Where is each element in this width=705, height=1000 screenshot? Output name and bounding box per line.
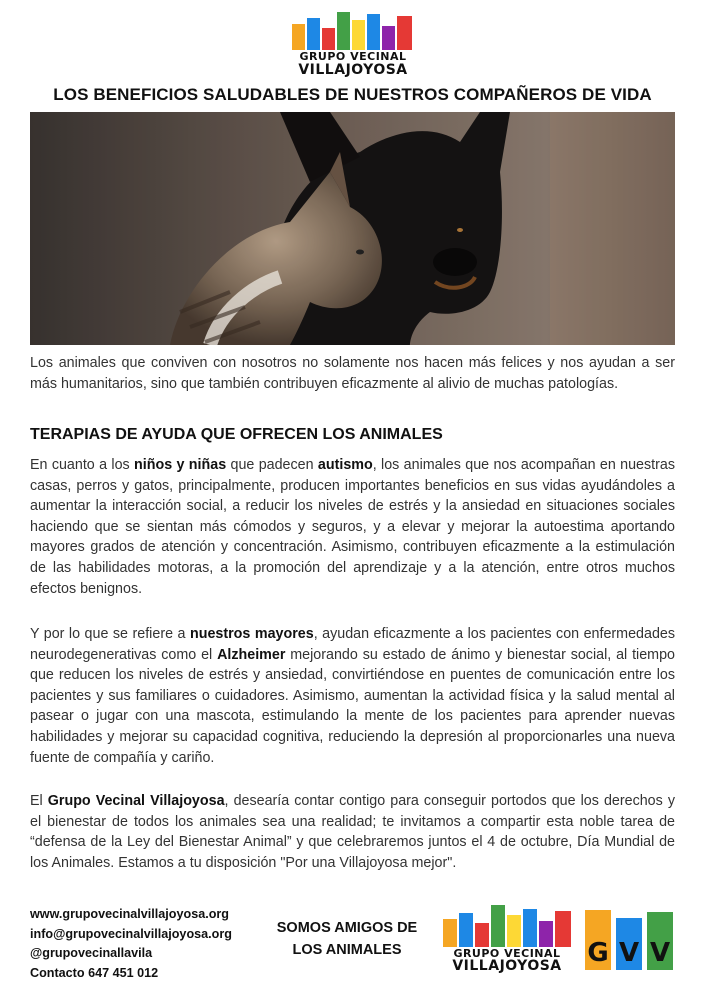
section-subtitle: TERAPIAS DE AYUDA QUE OFRECEN LOS ANIMALES (30, 426, 443, 443)
logo-line2: VILLAJOYOSA (298, 62, 408, 78)
intro-paragraph: Los animales que conviven con nosotros no solamente nos hacen más felices y nos ayudan a ser más humanitarios, sino que también contribuyen eficazmente al alivio de muchas patologías. (30, 355, 675, 392)
logo-grupo-vecinal (292, 12, 414, 78)
logo-buildings-icon (292, 12, 414, 50)
email-link[interactable]: info@grupovecinalvillajoyosa.org (30, 926, 232, 941)
logo-grupo-vecinal-footer: GRUPO VECINAL VILLAJOYOSA (443, 905, 573, 973)
logo-line1: GRUPO VECINAL (299, 50, 407, 63)
contact-info (30, 905, 232, 983)
dog-kitten-illustration (30, 112, 675, 345)
slogan: SOMOS AMIGOS DE LOS ANIMALES (276, 920, 418, 958)
social-handle[interactable]: @grupovecinallavila (30, 946, 153, 960)
gvv-block-v2: V (647, 912, 673, 970)
gvv-block-v1: V (616, 918, 642, 970)
page-title: LOS BENEFICIOS SALUDABLES DE NUESTROS COMPAÑEROS DE VIDA (53, 85, 652, 104)
hero-photo-dog-and-kitten (30, 112, 675, 345)
paragraph-invitation: El Grupo Vecinal Villajoyosa, desearía contar contigo para conseguir portodos que los derechos y el bienestar de todos los animales sea una realidad; te invitamos a compartir esta noble tarea de “defensa de la Ley del Bienestar Animal” y que celebraremos juntos el 4 de octubre, Día Mundial de los Animales. Estamos a tu disposición "Por una Villajoyosa mejor". (30, 793, 675, 871)
logo-gvv (585, 906, 675, 970)
website-link[interactable]: www.grupovecinalvillajoyosa.org (30, 907, 229, 921)
phone-contact: Contacto 647 451 012 (30, 965, 159, 980)
logo-buildings-icon (443, 905, 571, 947)
gvv-block-g: G (585, 910, 611, 970)
paragraph-children: En cuanto a los niños y niñas que padecen autismo, los animales que nos acompañan en nuestras casas, perros y gatos, principalmente, producen importantes beneficios en sus vidas ayudándoles a aumentar la interacción social, a reducir los niveles de estrés y la ansiedad en situaciones sociales haciendo que se sientan más cómodos y seguros, y a elevar y mejorar la autoestima aportando mayores grados de atención y concentración. Asimismo, contribuyen eficazmente a la estimulación de las habilidades motoras, a la promoción del aprendizaje y a la atención, entre otros muchos efectos benignos. (30, 457, 675, 597)
paragraph-elderly: Y por lo que se refiere a nuestros mayores, ayudan eficazmente a los pacientes con enfermedades neurodegenerativas como el Alzheimer mejorando su estado de ánimo y bienestar social, al tiempo que reducen los niveles de estrés y ansiedad, convirtiéndose en puentes de comunicación entre los pacientes y sus familiares o cuidadores. Asimismo, aumentan la actividad física y la salud mental al pasear o jugar con una mascota, estimulando la mente de los pacientes para aprender nuevas habilidades y mejorar su capacidad cognitiva, reduciendo la depresión al proporcionarles una nueva fuente de compañía y cariño. (30, 626, 676, 766)
